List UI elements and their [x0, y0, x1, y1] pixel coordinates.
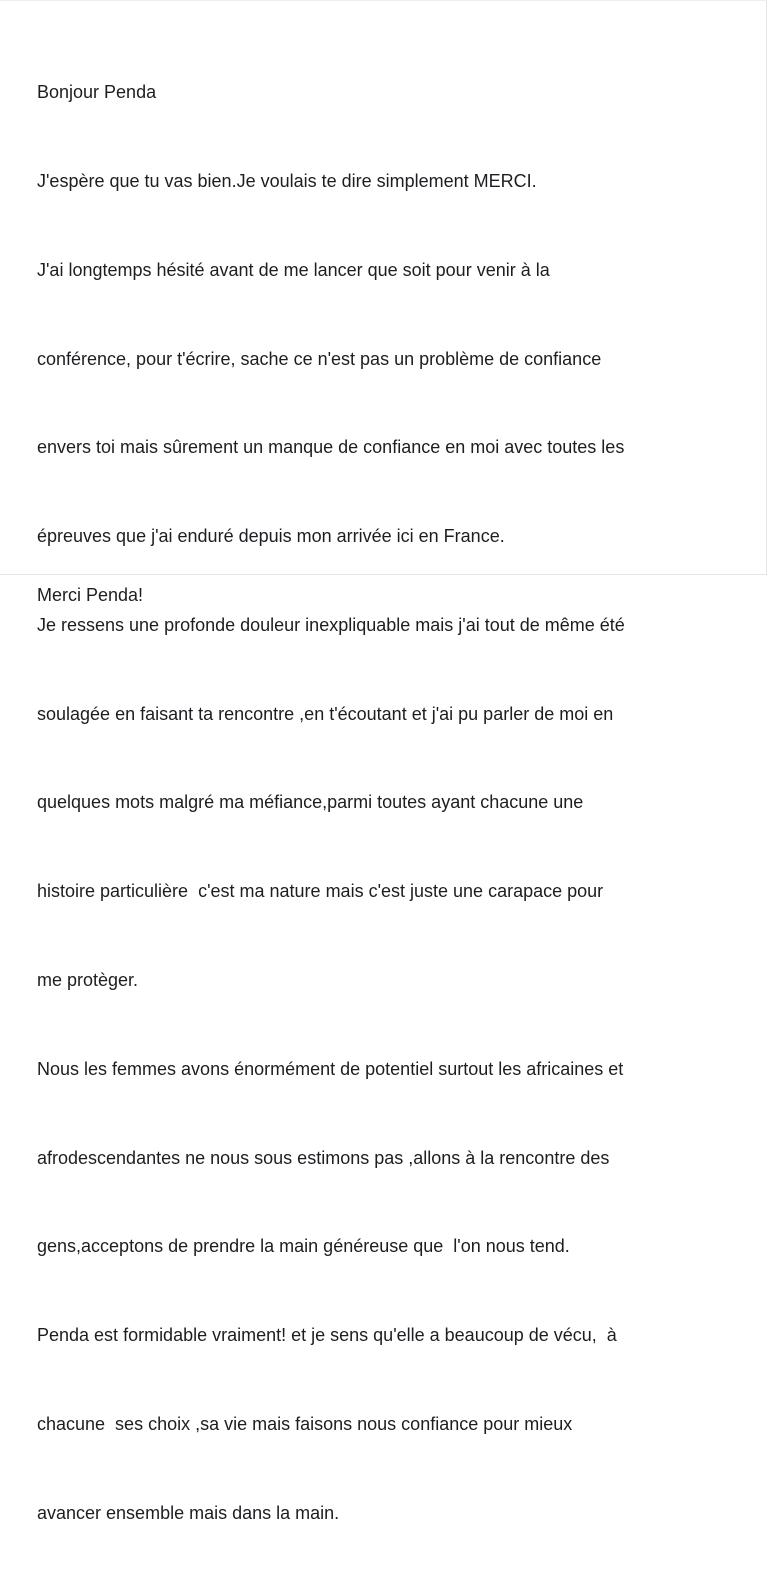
message-line: Penda est formidable vraiment! et je sens qu'elle a beaucoup de vécu, à [37, 1325, 617, 1346]
message-line: histoire particulière c'est ma nature mais c'est juste une carapace pour [37, 881, 604, 902]
message-line: conférence, pour t'écrire, sache ce n'est pas un problème de confiance [37, 348, 602, 369]
message-line: gens,acceptons de prendre la main généreuse que l'on nous tend. [37, 1236, 570, 1257]
message-line: soulagée en faisant ta rencontre ,en t'écoutant et j'ai pu parler de moi en [37, 703, 614, 724]
message-line: épreuves que j'ai enduré depuis mon arrivée ici en France. [37, 526, 505, 547]
message-line: Je ressens une profonde douleur inexpliquable mais j'ai tout de même été [37, 614, 625, 635]
message-line: avancer ensemble mais dans la main. [37, 1502, 340, 1523]
message-body [37, 19, 759, 1587]
message-line: Nous les femmes avons énormément de potentiel surtout les africaines et [37, 1058, 624, 1079]
message-line: envers toi mais sûrement un manque de confiance en moi avec toutes les [37, 437, 625, 458]
message-line: afrodescendantes ne nous sous estimons pas ,allons à la rencontre des [37, 1147, 610, 1168]
message-line: me protèger. [37, 970, 139, 990]
message-line: chacune ses choix ,sa vie mais faisons nous confiance pour mieux [37, 1413, 573, 1434]
message-greeting: Bonjour Penda [37, 82, 157, 103]
message-line: quelques mots malgré ma méfiance,parmi toutes ayant chacune une [37, 792, 584, 813]
message-line: J'espère que tu vas bien.Je voulais te dire simplement MERCI. [37, 170, 537, 191]
message-line: J'ai longtemps hésité avant de me lancer que soit pour venir à la [37, 259, 550, 280]
message-signoff: Merci Penda! [37, 585, 144, 605]
